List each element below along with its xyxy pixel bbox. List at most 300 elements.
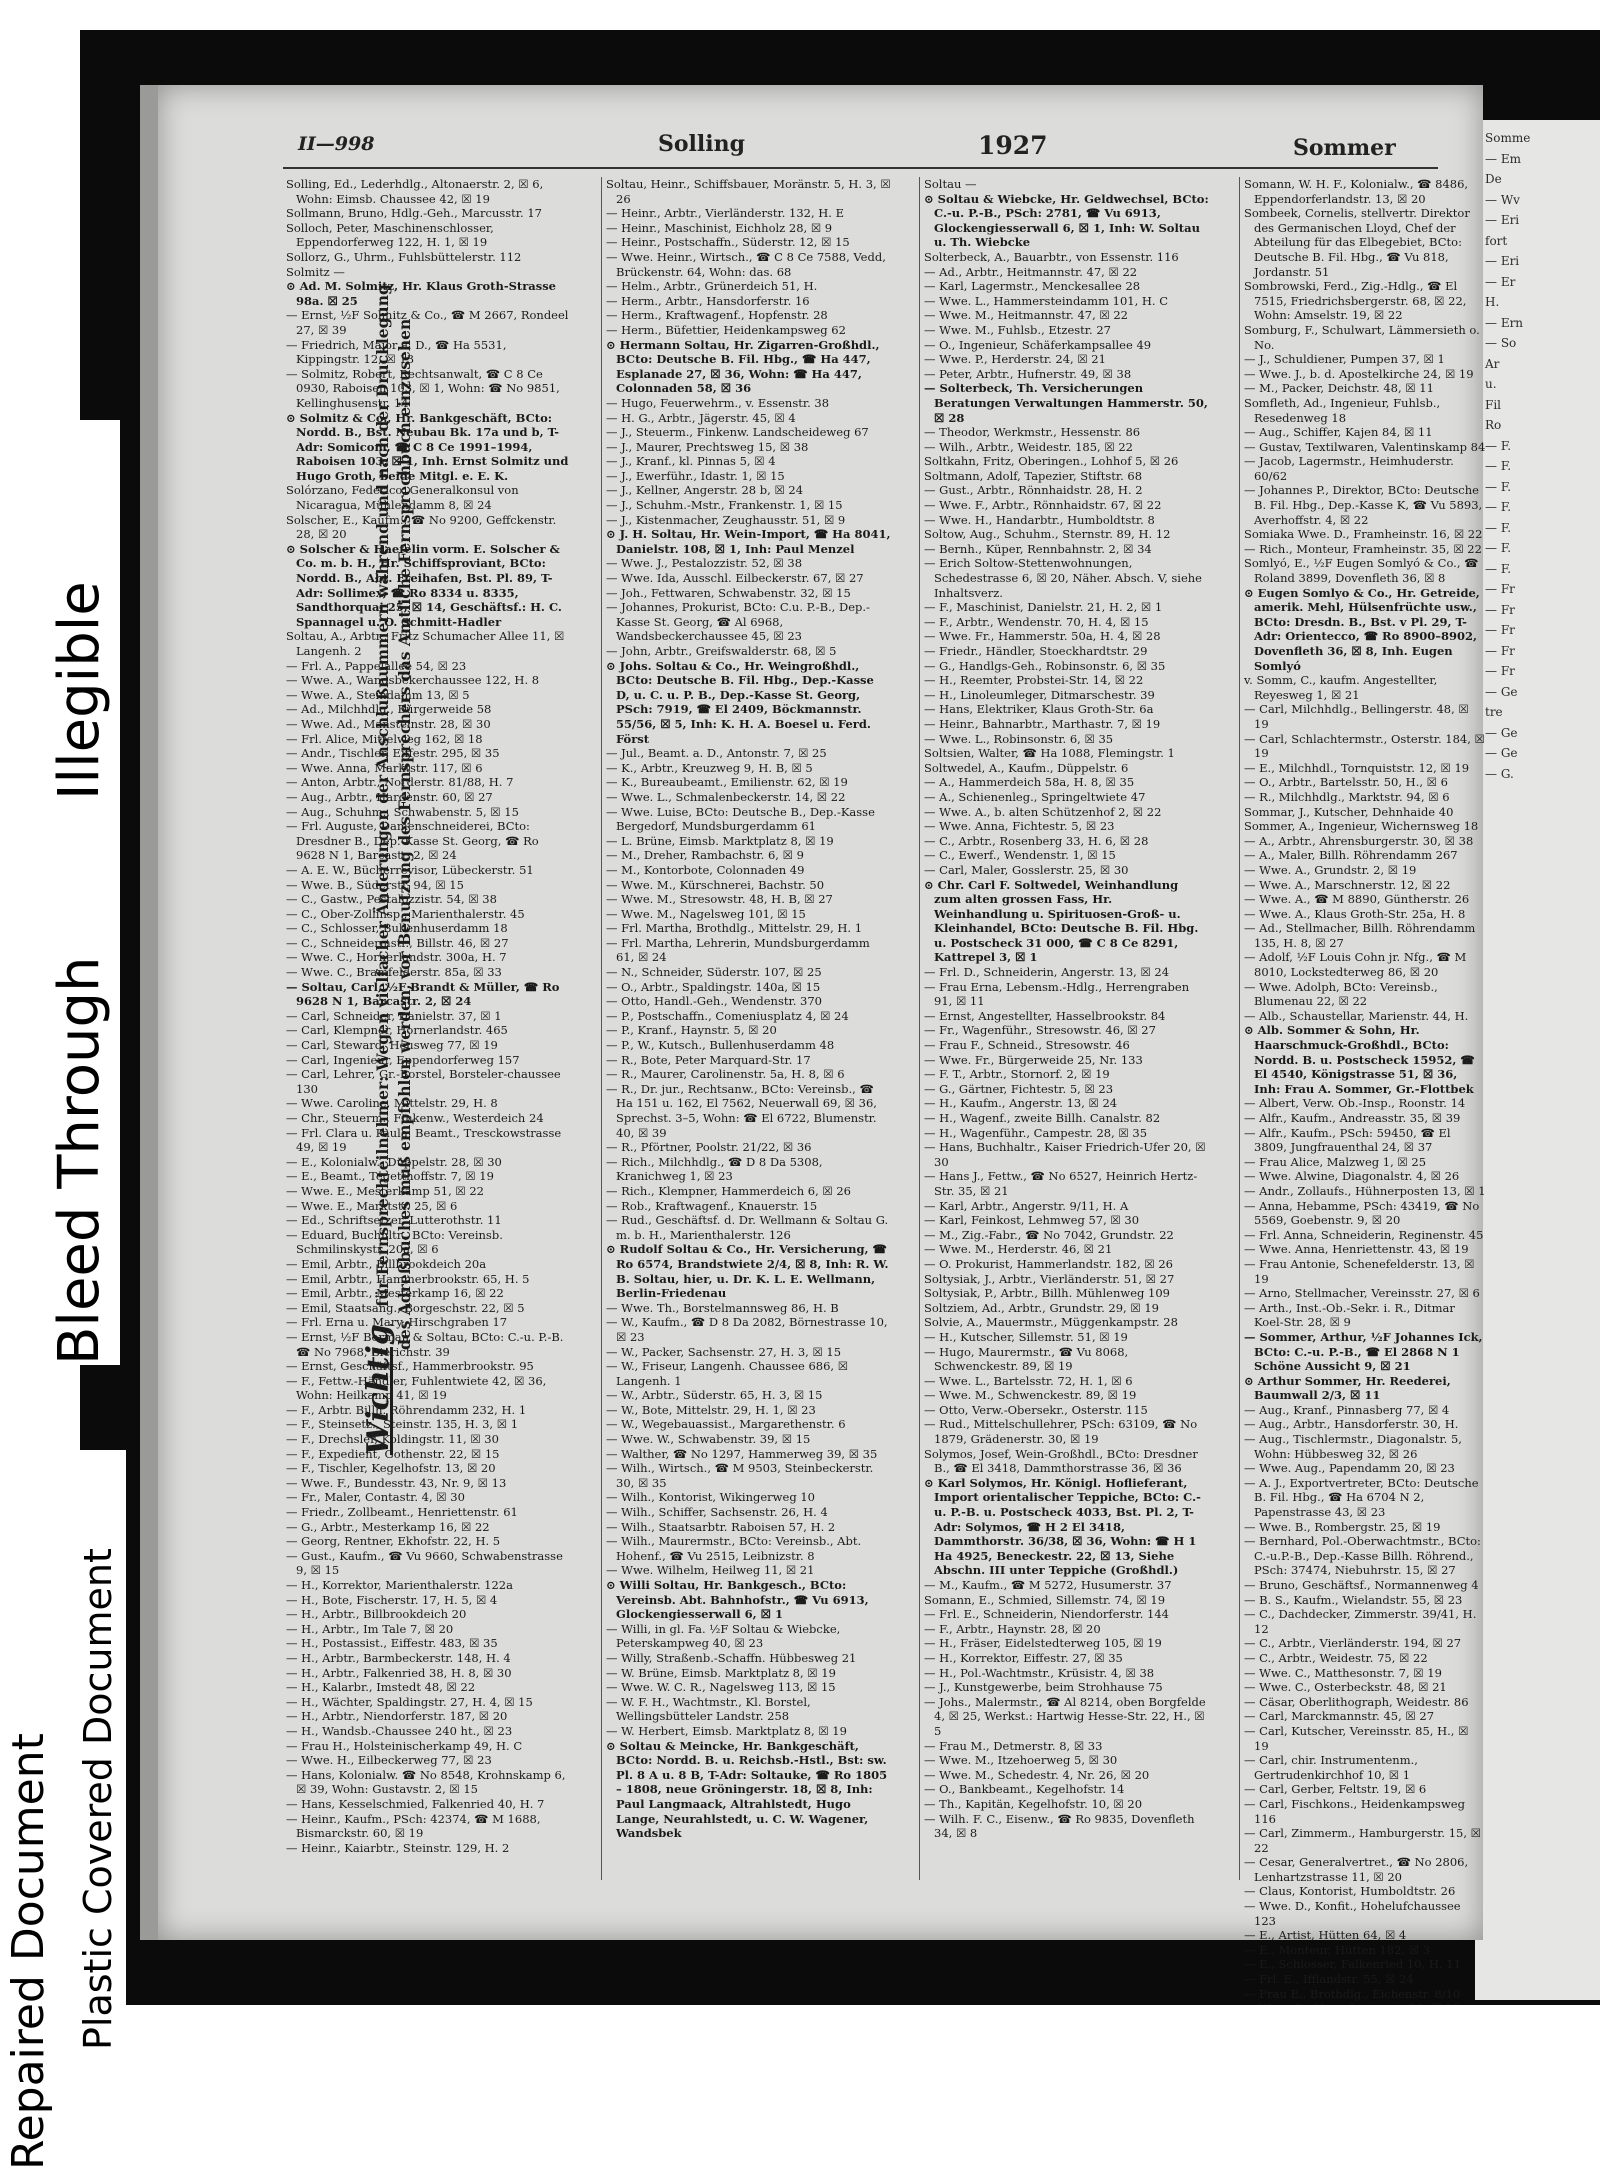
directory-entry: — Theodor, Werkmstr., Hessenstr. 86: [924, 425, 1141, 440]
directory-entry: — H., Kutscher, Sillemstr. 51, ☒ 19: [924, 1329, 1128, 1344]
directory-entry: — C., Ewerf., Wendenstr. 1, ☒ 15: [924, 848, 1116, 863]
next-page-line: — Ge: [1485, 684, 1518, 699]
directory-entry: — G., Handlgs-Geh., Robinsonstr. 6, ☒ 35: [924, 658, 1166, 673]
directory-entry: — Wwe. A., Marschnerstr. 12, ☒ 22: [1244, 877, 1451, 892]
directory-entry: — W. F. H., Wachtmstr., Kl. Borstel, Wellingsbütteler Landstr. 258: [606, 1694, 811, 1724]
directory-entry: — Frl. D., Schneiderin, Angerstr. 13, ☒ 24: [924, 965, 1170, 980]
directory-entry: — Johannes P., Direktor, BCto: Deutsche B. Fil. Hbg., Dep.-Kasse K, ☎ Vu 5893, Averhoffstr. 4, ☒ 22: [1244, 483, 1483, 527]
directory-entry: — Alb., Schaustellar, Marienstr. 44, H.: [1244, 1008, 1469, 1023]
next-page-edge: [1475, 120, 1600, 2000]
directory-entry: — Wwe. F., Bundesstr. 43, Nr. 9, ☒ 13: [286, 1475, 507, 1490]
directory-entry: — Gust., Kaufm., ☎ Vu 9660, Schwabenstrasse 9, ☒ 15: [286, 1548, 563, 1578]
directory-entry: — F., Steinsetz., Steinstr. 135, H. 3, ☒ 1: [286, 1417, 519, 1432]
directory-entry: — M., Kaufm., ☎ M 5272, Husumerstr. 37: [924, 1578, 1172, 1592]
directory-entry: — J., Schuldiener, Pumpen 37, ☒ 1: [1244, 352, 1445, 367]
directory-entry: — N., Schneider, Süderstr. 107, ☒ 25: [606, 965, 822, 980]
directory-entry: Solling, Ed., Lederhdlg., Altonaerstr. 2, ☒ 6, Wohn: Eimsb. Chaussee 42, ☒ 19: [286, 177, 544, 206]
directory-entry: Somann, E., Schmied, Sillemstr. 74, ☒ 19: [924, 1592, 1166, 1607]
directory-entry: — Rich., Milchhdlg., ☎ D 8 Da 5308, Kranichweg 1, ☒ 23: [606, 1154, 823, 1184]
directory-entry: Solymos, Josef, Wein-Großhdl., BCto: Dresdner B., ☎ El 3418, Dammthorstrasse 36, ☒ 36: [924, 1446, 1198, 1476]
directory-entry: — Rud., Geschäftsf. d. Dr. Wellmann & Soltau G. m. b. H., Marienthalerstr. 126: [606, 1213, 889, 1242]
directory-entry: — Alfr., Kaufm., Andreasstr. 35, ☒ 39: [1244, 1111, 1461, 1125]
next-page-line: Ar: [1485, 356, 1500, 371]
directory-entry: — F., Expedient, Gothenstr. 22, ☒ 15: [286, 1446, 500, 1461]
directory-entry: — Wwe. B., Rombergstr. 25, ☒ 19: [1244, 1519, 1441, 1534]
directory-entry: — A., Arbtr., Ahrensburgerstr. 30, ☒ 38: [1244, 833, 1474, 848]
directory-entry: — Wwe. A., Grundstr. 2, ☒ 19: [1244, 862, 1417, 877]
next-page-line: — Fr: [1485, 643, 1515, 658]
directory-entry: — J., Kellner, Angerstr. 28 b, ☒ 24: [606, 483, 804, 498]
directory-entry: — Walther, ☎ No 1297, Hammerweg 39, ☒ 35: [606, 1446, 878, 1461]
directory-entry: — Frau F., Schneid., Stresowstr. 46: [924, 1038, 1130, 1053]
next-page-line: tre: [1485, 705, 1503, 719]
directory-entry: — Ed., Schriftsetzer, Lutterothstr. 11: [286, 1213, 502, 1228]
next-page-line: Ro: [1485, 418, 1502, 432]
directory-entry: ⊙ Alb. Sommer & Sohn, Hr. Haarschmuck-Großhdl., BCto: Nordd. B. u. Postscheck 15952, ☎ El 4540, Königstrasse 51, ☒ 36, Inh: Frau A. Sommer, Gr.-Flottbek: [1244, 1023, 1475, 1096]
directory-entry: Somfleth, Ad., Ingenieur, Fuhlsb., Resedenweg 18: [1244, 395, 1441, 425]
directory-entry: — J., Steuerm., Finkenw. Landscheideweg 67: [606, 425, 869, 440]
next-page-line: — F.: [1485, 561, 1512, 576]
directory-entry: — Frl. E., Schneiderin, Niendorferstr. 144: [924, 1607, 1169, 1622]
directory-entry: — Erich Soltow-Stettenwohnungen, Schedestrasse 6, ☒ 20, Näher. Absch. V, siehe Inhaltsverz.: [924, 556, 1202, 600]
directory-entry: — Frau M., Detmerstr. 8, ☒ 33: [924, 1738, 1103, 1753]
directory-entry: Soltsien, Walter, ☎ Ha 1088, Flemingstr. 1: [924, 746, 1175, 761]
page-number: II—998: [298, 133, 375, 155]
directory-entry: — Wwe. Anna, Marktstr. 117, ☒ 6: [286, 760, 483, 775]
directory-entry: — Emil, Arbtr., Mesterkamp 16, ☒ 22: [286, 1286, 504, 1301]
directory-entry: — C., Dachdecker, Zimmerstr. 39/41, H. 12: [1244, 1607, 1477, 1636]
vertical-notice: [361, 35, 416, 1455]
directory-entry: — O., Bankbeamt., Kegelhofstr. 14: [924, 1782, 1125, 1797]
directory-entry: Somburg, F., Schulwart, Lämmersieth o. No.: [1244, 322, 1480, 352]
directory-entry: — Peter, Arbtr., Hufnerstr. 49, ☒ 38: [924, 366, 1132, 381]
directory-entry: ⊙ Rudolf Soltau & Co., Hr. Versicherung, ☎ Ro 6574, Brandstwiete 2/4, ☒ 8, Inh: R. W. B. Soltau, hier, u. Dr. K. L. E. Wellmann, Berlin-Friedenau: [606, 1242, 889, 1301]
directory-entry: — Th., Kapitän, Kegelhofstr. 10, ☒ 20: [924, 1796, 1143, 1811]
directory-entry: — H., Linoleumleger, Ditmarschestr. 39: [924, 687, 1155, 702]
next-page-line: — Fr: [1485, 602, 1515, 617]
next-page-line: — Wv: [1485, 192, 1520, 207]
directory-entry: — Carl, Marckmannstr. 45, ☒ 27: [1244, 1709, 1435, 1724]
directory-entry: — W. Herbert, Eimsb. Marktplatz 8, ☒ 19: [606, 1723, 847, 1738]
header-year: 1927: [978, 131, 1048, 160]
directory-entry: — A., Schienenleg., Springeltwiete 47: [924, 789, 1146, 804]
next-page-line: — Er: [1485, 274, 1516, 289]
directory-entry: — W., Packer, Sachsenstr. 27, H. 3, ☒ 15: [606, 1344, 842, 1359]
directory-entry: — Arno, Stellmacher, Vereinsstr. 27, ☒ 6: [1244, 1286, 1480, 1301]
directory-entry: — O., Arbtr., Spaldingstr. 140a, ☒ 15: [606, 979, 821, 994]
directory-entry: — G., Arbtr., Mesterkamp 16, ☒ 22: [286, 1519, 490, 1534]
directory-entry: — Aug., Tischlermstr., Diagonalstr. 5, Wohn: Hübbesweg 32, ☒ 26: [1244, 1432, 1462, 1461]
directory-entry: — Fr., Maler, Contastr. 4, ☒ 30: [286, 1490, 465, 1505]
column-divider: [601, 177, 602, 1880]
directory-entry: — Carl, Milchhdlg., Bellingerstr. 48, ☒ 19: [1244, 702, 1469, 731]
directory-entry: — Rich., Klempner, Hammerdeich 6, ☒ 26: [606, 1183, 851, 1198]
directory-entry: — Frl. Martha, Brothdlg., Mittelstr. 29, H. 1: [606, 921, 863, 936]
directory-entry: Sombrowski, Ferd., Zig.-Hdlg., ☎ El 7515, Friedrichsbergerstr. 68, ☒ 22, Wohn: Amselstr. 19, ☒ 22: [1244, 279, 1467, 323]
next-page-line: — F.: [1485, 520, 1512, 535]
directory-entry: — Ernst, Angestellter, Hasselbrookstr. 84: [924, 1008, 1166, 1023]
directory-entry: — Otto, Handl.-Geh., Wendenstr. 370: [606, 994, 822, 1009]
column-4: [1244, 177, 1486, 2001]
directory-entry: — C., Schneidermstr., Billstr. 46, ☒ 27: [286, 935, 509, 950]
directory-entry: — Friedr., Zollbeamt., Henriettenstr. 61: [286, 1505, 518, 1520]
directory-entry: — Ad., Stellmacher, Billh. Röhrendamm 135, H. 8, ☒ 27: [1244, 921, 1476, 950]
directory-entry: — Carl, Klempner, Hornerlandstr. 465: [286, 1023, 508, 1038]
directory-entry: Soltau, Heinr., Schiffsbauer, Moränstr. 5, H. 3, ☒ 26: [606, 177, 891, 206]
directory-entry: — Wwe. Aug., Papendamm 20, ☒ 23: [1244, 1461, 1455, 1476]
directory-entry: — Ernst, ½F Solmitz & Co., ☎ M 2667, Rondeel 27, ☒ 39: [286, 308, 569, 337]
directory-entry: — Gust., Arbtr., Rönnhaidstr. 28, H. 2: [924, 483, 1143, 498]
directory-entry: — E., Monteur, Hütten 182, ☒ 3: [1244, 1942, 1431, 1957]
directory-entry: — H., Wagenf., zweite Billh. Canalstr. 82: [924, 1111, 1161, 1125]
directory-entry: Solórzano, Federico, Generalkonsul von Nicaragua, Mühlendamm 8, ☒ 24: [286, 483, 519, 513]
directory-entry: — O. Prokurist, Hammerlandstr. 182, ☒ 26: [924, 1256, 1173, 1271]
directory-entry: ⊙ Eugen Somlyo & Co., Hr. Getreide, amerik. Mehl, Hülsenfrüchte usw., BCto: Dresdn. B., Bst. v Pl. 29, T-Adr: Orientecco, ☎ Ro 8900–8902, Dovenfleth 36, ☒ 8, Inh. Eugen Somlyó: [1244, 585, 1480, 673]
next-page-line: H.: [1485, 295, 1500, 309]
directory-entry: — Rud., Mittelschullehrer, PSch: 63109, ☎ No 1879, Grädenerstr. 30, ☒ 19: [924, 1417, 1198, 1447]
directory-entry: ⊙ Soltau & Meincke, Hr. Bankgeschäft, BCto: Nordd. B. u. Reichsb.-Hstl., Bst: sw. Pl. 8 A u. 8 B, T-Adr: Soltauke, ☎ Ro 1805 – 1808, neue Gröningerstr. 18, ☒ 8, Inh: Paul Langmaack, Altrahlstedt, Hugo Lange, Neurahlstedt, u. C. W. Wagener, Wandsbek: [606, 1738, 888, 1841]
directory-entry: — Aug., Kranf., Pinnasberg 77, ☒ 4: [1244, 1402, 1450, 1417]
directory-entry: — Karl, Lagermstr., Menckesallee 28: [924, 279, 1141, 294]
directory-entry: — J., Ewerführ., Idastr. 1, ☒ 15: [606, 468, 785, 483]
directory-entry: — C., Arbtr., Rosenberg 33, H. 6, ☒ 28: [924, 833, 1149, 848]
directory-entry: Somiaka Wwe. D., Framheinstr. 16, ☒ 22: [1244, 527, 1483, 542]
directory-entry: — F., Drechsler, Koldingstr. 11, ☒ 30: [286, 1432, 499, 1447]
directory-entry: — Bernh., Küper, Rennbahnstr. 2, ☒ 34: [924, 541, 1152, 556]
directory-entry: — Carl, Maler, Gosslerstr. 25, ☒ 30: [924, 862, 1129, 877]
directory-entry: — Wwe. Fr., Bürgerweide 25, Nr. 133: [924, 1052, 1143, 1067]
directory-entry: — Frl. Alice, Mittelweg 162, ☒ 18: [286, 731, 483, 746]
directory-entry: — Wwe. M., Heitmannstr. 47, ☒ 22: [924, 308, 1128, 323]
directory-entry: — G., Gärtner, Fichtestr. 5, ☒ 23: [924, 1081, 1114, 1096]
directory-entry: — F., Arbtr., Haynstr. 28, ☒ 20: [924, 1621, 1101, 1636]
page-header: [288, 125, 1443, 165]
directory-entry: — Herm., Kraftwagenf., Hopfenstr. 28: [606, 308, 828, 323]
directory-entry: — Heinr., Arbtr., Vierländerstr. 132, H. E: [606, 206, 845, 221]
directory-entry: — R., Maurer, Carolinenstr. 5a, H. 8, ☒ 6: [606, 1067, 845, 1082]
directory-entry: — Wwe. L., Robinsonstr. 6, ☒ 35: [924, 731, 1114, 746]
bleed-banner: Bleed Through: [40, 615, 120, 1365]
directory-entry: — Wwe. Alwine, Diagonalstr. 4, ☒ 26: [1244, 1169, 1460, 1184]
directory-entry: — Wwe. D., Konfit., Hohelufchaussee 123: [1244, 1899, 1461, 1928]
directory-entry: — W., Wegebauassist., Margarethenstr. 6: [606, 1417, 846, 1432]
directory-entry: — Wwe. A., Klaus Groth-Str. 25a, H. 8: [1244, 906, 1466, 921]
directory-entry: — Frau Alice, Malzweg 1, ☒ 25: [1244, 1154, 1427, 1169]
directory-entry: — Frl. Clara u. Paula, Beamt., Tresckowstrasse 49, ☒ 19: [286, 1125, 562, 1155]
directory-entry: — Andr., Zollaufs., Hühnerposten 13, ☒ 1: [1244, 1183, 1486, 1198]
directory-entry: — Arth., Inst.-Ob.-Sekr. i. R., Ditmar Koel-Str. 28, ☒ 9: [1244, 1300, 1455, 1330]
directory-entry: — Johs., Malermstr., ☎ Al 8214, oben Borgfelde 4, ☒ 25, Werkst.: Hartwig Hesse-Str. 22, H., ☒ 5: [924, 1694, 1206, 1738]
directory-entry: — C., Arbtr., Vierländerstr. 194, ☒ 27: [1244, 1636, 1462, 1651]
directory-entry: — Jul., Beamt. a. D., Antonstr. 7, ☒ 25: [606, 746, 827, 761]
directory-entry: — Carl, Ingenieur, Eppendorferweg 157: [286, 1052, 520, 1067]
directory-entry: — F. T., Arbtr., Stornorf. 2, ☒ 19: [924, 1067, 1110, 1082]
directory-entry: — Heinr., Kaufm., PSch: 42374, ☎ M 1688, Bismarckstr. 60, ☒ 19: [286, 1811, 541, 1841]
directory-entry: — H., Bote, Fischerstr. 17, H. 5, ☒ 4: [286, 1592, 498, 1607]
directory-entry: — Wwe. Caroline, Mittelstr. 29, H. 8: [286, 1096, 498, 1111]
directory-entry: — Frau H., Holsteinischerkamp 49, H. C: [286, 1738, 523, 1753]
directory-entry: — B. S., Kaufm., Wielandstr. 55, ☒ 23: [1244, 1592, 1463, 1607]
directory-entry: Solloch, Peter, Maschinenschlosser, Eppendorferweg 122, H. 1, ☒ 19: [286, 220, 494, 250]
directory-entry: — Carl, Gerber, Feltstr. 19, ☒ 6: [1244, 1782, 1427, 1797]
directory-entry: — R., Milchhdlg., Marktstr. 94, ☒ 6: [1244, 789, 1450, 804]
directory-entry: — H., Arbtr., Im Tale 7, ☒ 20: [286, 1621, 454, 1636]
directory-entry: — Frl. Anna, Schneiderin, Reginenstr. 45: [1244, 1227, 1484, 1242]
directory-entry: ⊙ Chr. Carl F. Soltwedel, Weinhandlung zum alten grossen Fass, Hr. Weinhandlung u. Spirituosen-Groß- u. Kleinhandel, BCto: Deutsche B. Fil. Hbg. u. Postscheck 31 000, ☎ C 8 Ce 8291, Kattrepel 3, ☒ 1: [924, 877, 1199, 965]
directory-entry: — Aug., Schuhm., Schwabenstr. 5, ☒ 15: [286, 804, 519, 819]
directory-entry: Soltmann, Adolf, Tapezier, Stiftstr. 68: [924, 468, 1143, 483]
directory-entry: — H., Wächter, Spaldingstr. 27, H. 4, ☒ 15: [286, 1694, 533, 1709]
directory-entry: Sollmann, Bruno, Hdlg.-Geh., Marcusstr. 17: [286, 206, 542, 221]
directory-entry: — Heinr., Kaiarbtr., Steinstr. 129, H. 2: [286, 1840, 510, 1855]
directory-entry: — Wwe. Heinr., Wirtsch., ☎ C 8 Ce 7588, Vedd, Brückenstr. 64, Wohn: das. 68: [606, 249, 886, 279]
directory-entry: — Carl, Kutscher, Vereinsstr. 85, H., ☒ 19: [1244, 1723, 1469, 1753]
directory-entry: ⊙ Ad. M. Solmitz, Hr. Klaus Groth-Strasse 98a. ☒ 25: [286, 279, 556, 308]
next-page-line: — Em: [1485, 151, 1521, 166]
directory-entry: — W., Arbtr., Süderstr. 65, H. 3, ☒ 15: [606, 1388, 823, 1403]
directory-entry: — Hugo, Maurermstr., ☎ Vu 8068, Schwenckestr. 89, ☒ 19: [924, 1344, 1129, 1374]
directory-entry: — Jacob, Lagermstr., Heimhuderstr. 60/62: [1244, 454, 1454, 483]
directory-entry: — Solterbeck, Th. Versicherungen Beratungen Verwaltungen Hammerstr. 50, ☒ 28: [924, 381, 1208, 425]
directory-entry: v. Somm, C., kaufm. Angestellter, Reyesweg 1, ☒ 21: [1244, 673, 1438, 702]
directory-entry: Solterbeck, A., Bauarbtr., von Essenstr. 116: [924, 249, 1179, 264]
directory-entry: — W. Brüne, Eimsb. Marktplatz 8, ☒ 19: [606, 1665, 836, 1680]
directory-entry: — Wwe. M., Kürschnerei, Bachstr. 50: [606, 877, 825, 892]
directory-entry: — Frau Erna, Lebensm.-Hdlg., Herrengraben 91, ☒ 11: [924, 979, 1190, 1009]
directory-entry: — H., Wandsb.-Chaussee 240 ht., ☒ 23: [286, 1723, 513, 1738]
directory-entry: — Chr., Steuerm., Finkenw., Westerdeich 24: [286, 1111, 544, 1125]
directory-entry: Somlyó, E., ½F Eugen Somlyó & Co., ☎ Roland 3899, Dovenfleth 36, ☒ 8: [1244, 556, 1479, 586]
directory-entry: — H., Arbtr., Falkenried 38, H. 8, ☒ 30: [286, 1665, 512, 1680]
notice-line-2: des Adreßbuches muß empfohlen werden, vor Benutzung des Fernsprechers das Amtliche Fernsprechbuch einzusehen: [395, 318, 414, 1350]
directory-entry: — K., Arbtr., Kreuzweg 9, H. B, ☒ 5: [606, 760, 813, 775]
directory-entry: — M., Zig.-Fabr., ☎ No 7042, Grundstr. 22: [924, 1227, 1174, 1242]
directory-entry: — Ad., Milchhdlg., Bürgerweide 58: [286, 702, 492, 717]
next-page-line: u.: [1485, 377, 1497, 391]
header-rule: [283, 167, 1438, 169]
directory-entry: — H., Arbtr., Barmbeckerstr. 148, H. 4: [286, 1650, 511, 1665]
next-page-line: — Ern: [1485, 315, 1524, 330]
directory-entry: — Rob., Kraftwagenf., Knauerstr. 15: [606, 1198, 818, 1213]
directory-entry: — Fr., Wagenführ., Stresowstr. 46, ☒ 27: [924, 1023, 1156, 1038]
directory-entry: — Wwe. E., Marktstr. 25, ☒ 6: [286, 1198, 458, 1213]
directory-entry: — F., Arbtr. Billh. Röhrendamm 232, H. 1: [286, 1402, 527, 1417]
next-page-line: — So: [1485, 336, 1517, 350]
directory-entry: — Cesar, Generalvertret., ☎ No 2806, Lenhartzstrasse 11, ☒ 20: [1244, 1855, 1469, 1884]
margin-bottom: [0, 2005, 1600, 2177]
directory-entry: — Wilh. F. C., Eisenw., ☎ Ro 9835, Dovenfleth 34, ☒ 8: [924, 1811, 1195, 1841]
header-keyword-right: Sommer: [1293, 135, 1396, 161]
directory-entry: — H., Kalarbr., Imstedt 48, ☒ 22: [286, 1680, 476, 1695]
column-3: [924, 177, 1209, 1900]
directory-entry: — Wwe. L., Hammersteindamm 101, H. C: [924, 293, 1169, 308]
directory-entry: — Helm., Arbtr., Grünerdeich 51, H.: [606, 279, 818, 294]
directory-entry: — Bruno, Geschäftsf., Normannenweg 4: [1244, 1578, 1479, 1592]
directory-entry: — Frl. E., Ifflandstr. 55, ☒ 24: [1244, 1972, 1414, 1987]
directory-entry: — Soltau, Carl, ½F Brandt & Müller, ☎ Ro 9628 N 1, Barcastr. 2, ☒ 24: [286, 979, 560, 1009]
directory-entry: — Johannes, Prokurist, BCto: C.u. P.-B., Dep.-Kasse St. Georg, ☎ Al 6968, Wandsbeckerchaussee 45, ☒ 23: [606, 600, 870, 644]
directory-entry: — Ad., Arbtr., Heitmannstr. 47, ☒ 22: [924, 264, 1138, 279]
directory-entry: — Wwe. W., Schwabenstr. 39, ☒ 15: [606, 1432, 811, 1447]
next-page-line: fort: [1485, 233, 1508, 248]
next-page-text: [1475, 120, 1600, 784]
directory-entry: — Wwe. P., Herderstr. 24, ☒ 21: [924, 352, 1106, 367]
directory-entry: — Carl, chir. Instrumentenm., Gertrudenkirchhof 10, ☒ 1: [1244, 1753, 1418, 1782]
directory-entry: — Frl. Martha, Lehrerin, Mundsburgerdamm 61, ☒ 24: [606, 935, 870, 965]
directory-entry: — Aug., Arbtr., Hardenstr. 60, ☒ 27: [286, 789, 493, 804]
directory-entry: — C., Ober-Zollinsp., Marienthalerstr. 45: [286, 906, 525, 921]
directory-entry: — O., Ingenieur, Schäferkampsallee 49: [924, 337, 1152, 352]
next-page-line: — F.: [1485, 500, 1512, 514]
directory-page: [140, 85, 1486, 2001]
directory-entry: — H., Reemter, Probstei-Str. 14, ☒ 22: [924, 673, 1144, 688]
directory-entry: — Ernst, ½F Berman & Soltau, BCto: C.-u. P.-B. ☎ No 7968, Bierichstr. 39: [286, 1329, 564, 1359]
directory-entry: Solmitz —: [286, 264, 345, 279]
directory-entry: — Wwe. Th., Borstelmannsweg 86, H. B: [606, 1300, 839, 1315]
directory-entry: — Wwe. Anna, Henriettenstr. 43, ☒ 19: [1244, 1242, 1469, 1257]
directory-entry: — A., Maler, Billh. Röhrendamm 267: [1244, 848, 1458, 863]
directory-entry: — Wilh., Kontorist, Wikingerweg 10: [606, 1490, 815, 1505]
directory-entry: ⊙ Arthur Sommer, Hr. Reederei, Baumwall 2/3, ☒ 11: [1244, 1373, 1451, 1403]
directory-entry: Soltau, A., Arbtr., Fritz Schumacher Allee 11, ☒ Langenh. 2: [286, 629, 565, 658]
directory-entry: — J., Kunstgewerbe, beim Strohhause 75: [924, 1680, 1163, 1695]
directory-entry: — Wwe. J., b. d. Apostelkirche 24, ☒ 19: [1244, 366, 1474, 381]
directory-entry: — H., Arbtr., Niendorferstr. 187, ☒ 20: [286, 1709, 508, 1724]
directory-entry: — Hans, Elektriker, Klaus Groth-Str. 6a: [924, 702, 1154, 717]
directory-entry: — Adolf, ½F Louis Cohn jr. Nfg., ☎ M 8010, Lockstedterweg 86, ☒ 20: [1244, 950, 1467, 980]
directory-entry: — Wwe. M., Schedestr. 4, Nr. 26, ☒ 20: [924, 1767, 1150, 1782]
directory-entry: — W., Friseur, Langenh. Chaussee 686, ☒ Langenh. 1: [606, 1359, 849, 1388]
directory-entry: — H., Wagenführ., Campestr. 28, ☒ 35: [924, 1125, 1148, 1140]
directory-entry: ⊙ Soltau & Wiebcke, Hr. Geldwechsel, BCto: C.-u. P.-B., PSch: 2781, ☎ Vu 6913, Glockengiesserwall 6, ☒ 1, Inh: W. Soltau u. Th. Wiebcke: [924, 191, 1209, 250]
directory-entry: — J., Maurer, Prechtsweg 15, ☒ 38: [606, 439, 809, 454]
directory-entry: — Herm., Büfettier, Heidenkampsweg 62: [606, 322, 846, 337]
plastic-banner: Plastic Covered Document: [70, 1450, 126, 2050]
directory-entry: Sollorz, G., Uhrm., Fuhlsbüttelerstr. 112: [286, 249, 522, 264]
directory-entry: — Wwe. A., Wandsbekerchaussee 122, H. 8: [286, 673, 540, 688]
directory-entry: — E., Schlosser, Falkenried 10, H. 11: [1244, 1957, 1461, 1972]
directory-entry: — P., Kranf., Haynstr. 5, ☒ 20: [606, 1023, 777, 1038]
directory-entry: Sombeek, Cornelis, stellvertr. Direktor des Germanischen Lloyd, Chef der Abteilung für das Elbegebiet, BCto: Deutsche B. Fil. Hbg., ☎ Vu 818, Jordanstr. 51: [1244, 206, 1470, 279]
directory-entry: — C., Schlosser, Bullenhuserdamm 18: [286, 921, 508, 936]
directory-entry: — Emil, Staatsang., Borgeschstr. 22, ☒ 5: [286, 1300, 525, 1315]
directory-entry: — Hans, Kesselschmied, Falkenried 40, H. 7: [286, 1796, 545, 1811]
directory-entry: — Wilh., Arbtr., Weidestr. 185, ☒ 22: [924, 439, 1133, 454]
directory-entry: — Albert, Verw. Ob.-Insp., Roonstr. 14: [1244, 1096, 1466, 1111]
directory-entry: — Emil, Arbtr., Hammerbrookstr. 65, H. 5: [286, 1271, 530, 1286]
directory-entry: — Wwe. M., Stresowstr. 48, H. B, ☒ 27: [606, 892, 833, 907]
directory-entry: Sommer, A., Ingenieur, Wichernsweg 18: [1244, 819, 1479, 834]
directory-entry: — F., Tischler, Kegelhofstr. 13, ☒ 20: [286, 1461, 496, 1476]
directory-entry: — F., Fettw.-Händler, Fuhlentwiete 42, ☒ 36, Wohn: Heilkamp 41, ☒ 19: [286, 1373, 547, 1403]
directory-entry: — Anton, Arbtr., Norderstr. 81/88, H. 7: [286, 775, 514, 790]
directory-entry: — R., Pförtner, Poolstr. 21/22, ☒ 36: [606, 1140, 812, 1155]
next-page-line: — F.: [1485, 438, 1512, 453]
directory-entry: — A. J., Exportvertreter, BCto: Deutsche B. Fil. Hbg., ☎ Ha 6704 N 2, Papenstrasse 43, ☒ 23: [1244, 1475, 1479, 1520]
next-page-line: — F.: [1485, 459, 1512, 473]
directory-entry: — Joh., Fettwaren, Schwabenstr. 32, ☒ 15: [606, 585, 851, 600]
directory-entry: — W., Bote, Mittelstr. 29, H. 1, ☒ 23: [606, 1402, 816, 1417]
column-divider: [1239, 177, 1240, 1880]
directory-entry: — Carl, Lehrer, Gr.-Borstel, Borsteler-chaussee 130: [286, 1067, 561, 1096]
next-page-line: — F.: [1485, 541, 1512, 555]
directory-entry: — J., Kistenmacher, Zeughausstr. 51, ☒ 9: [606, 512, 846, 527]
directory-entry: Somann, W. H. F., Kolonialw., ☎ 8486, Eppendorferlandstr. 13, ☒ 20: [1244, 177, 1469, 206]
directory-entry: — J., Kranf., kl. Pinnas 5, ☒ 4: [606, 454, 776, 469]
directory-entry: — H., Pol.-Wachtmstr., Krüsistr. 4, ☒ 38: [924, 1665, 1155, 1680]
directory-entry: — Wilh., Staatsarbtr. Raboisen 57, H. 2: [606, 1519, 836, 1534]
directory-entry: — Wilh., Maurermstr., BCto: Vereinsb., Abt. Hohenf., ☎ Vu 2515, Leibnizstr. 8: [606, 1534, 862, 1563]
directory-entry: — Eduard, Buchhltr., BCto: Vereinsb. Schmilinskystr. 20a, ☒ 6: [286, 1227, 503, 1257]
column-2: [606, 177, 891, 1900]
directory-entry: — Friedrich, Major a. D., ☎ Ha 5531, Kippingstr. 12, ☒ 13: [286, 337, 507, 367]
directory-entry: — Aug., Schiffer, Kajen 84, ☒ 11: [1244, 425, 1433, 440]
directory-entry: ⊙ Solscher & Haefelin vorm. E. Solscher & Co. m. b. H., Hr. Schiffsproviant, BCto: Nordd. B., Abt. Freihafen, Bst. Pl. 89, T-Adr: Sollimex, ☎ Ro 8334 u. 8335, Sandthorquai 25, ☒ 14, Geschäftsf.: H. C. Spannagel u. O. Schmitt-Hadler: [286, 541, 562, 629]
directory-entry: — Solmitz, Robert, Rechtsanwalt, ☎ C 8 Ce 0930, Raboisen 103, ☒ 1, Wohn: ☎ No 9851, Kellinghusenstr. 14: [286, 366, 560, 410]
directory-entry: — Wwe. A., b. alten Schützenhof 2, ☒ 22: [924, 804, 1162, 819]
directory-entry: — Wwe. C., Osterbeckstr. 48, ☒ 21: [1244, 1680, 1447, 1695]
repaired-banner: Repaired Document: [0, 1470, 58, 2170]
directory-entry: — Hans, Buchhaltr., Kaiser Friedrich-Ufer 20, ☒ 30: [924, 1140, 1206, 1169]
directory-entry: — Wwe. Fr., Hammerstr. 50a, H. 4, ☒ 28: [924, 629, 1161, 644]
directory-entry: — C., Arbtr., Weidestr. 75, ☒ 22: [1244, 1650, 1428, 1665]
next-page-line: — Fr: [1485, 664, 1515, 678]
next-page-line: Somme: [1485, 131, 1531, 145]
directory-entry: — E., Milchhdl., Tornquiststr. 12, ☒ 19: [1244, 760, 1470, 775]
directory-entry: — M., Kontorbote, Colonnaden 49: [606, 862, 805, 877]
directory-entry: — M., Packer, Deichstr. 48, ☒ 11: [1244, 381, 1434, 396]
directory-entry: — John, Arbtr., Greifswalderstr. 68, ☒ 5: [606, 644, 837, 658]
directory-entry: — Wwe. M., Nagelsweg 101, ☒ 15: [606, 906, 806, 921]
directory-entry: — Wwe. Anna, Fichtestr. 5, ☒ 23: [924, 819, 1115, 834]
directory-entry: — M., Dreher, Rambachstr. 6, ☒ 9: [606, 848, 804, 863]
directory-entry: — Frau E., Brothdlg., Eichenstr. 8/10: [1244, 1986, 1461, 2001]
directory-entry: — Wwe. W. C. R., Nagelsweg 113, ☒ 15: [606, 1680, 836, 1695]
directory-entry: — H., Fräser, Eidelstedterweg 105, ☒ 19: [924, 1636, 1162, 1651]
next-page-line: — Fr: [1485, 623, 1515, 637]
directory-entry: — Wwe. M., Herderstr. 46, ☒ 21: [924, 1242, 1113, 1257]
directory-entry: — C., Gastw., Pestalozzistr. 54, ☒ 38: [286, 892, 497, 907]
directory-entry: — Karl, Feinkost, Lehmweg 57, ☒ 30: [924, 1213, 1140, 1228]
directory-entry: — Wwe. F., Arbtr., Rönnhaidstr. 67, ☒ 22: [924, 498, 1162, 513]
directory-entry: — Bernhard, Pol.-Oberwachtmstr., BCto: C.-u.P.-B., Dep.-Kasse Billh. Röhrend., PSch: 37474, Niebuhrstr. 15, ☒ 27: [1244, 1534, 1481, 1578]
directory-entry: Soltziem, Ad., Arbtr., Grundstr. 29, ☒ 19: [924, 1300, 1159, 1315]
directory-entry: — A. E. W., Bücherrevisor, Lübeckerstr. 51: [286, 862, 534, 877]
directory-entry: — Georg, Rentner, Ekhofstr. 22, H. 5: [286, 1534, 501, 1549]
directory-entry: — Karl, Arbtr., Angerstr. 9/11, H. A: [924, 1198, 1129, 1213]
directory-entry: — Willi, in gl. Fa. ½F Soltau & Wiebcke, Peterskampweg 40, ☒ 23: [606, 1621, 841, 1651]
next-page-line: — Ge: [1485, 746, 1518, 760]
directory-entry: — H., Korrektor, Eiffestr. 27, ☒ 35: [924, 1650, 1123, 1665]
directory-entry: — Heinr., Bahnarbtr., Marthastr. 7, ☒ 19: [924, 716, 1161, 731]
next-page-line: — G.: [1485, 766, 1514, 781]
directory-entry: — Otto, Verw.-Obersekr., Osterstr. 115: [924, 1402, 1148, 1417]
directory-entry: — Rich., Monteur, Framheinstr. 35, ☒ 22: [1244, 541, 1482, 556]
next-page-line: De: [1485, 172, 1502, 186]
directory-entry: — A., Hammerdeich 58a, H. 8, ☒ 35: [924, 775, 1135, 790]
directory-entry: — Wwe. E., Mesterkamp 51, ☒ 22: [286, 1183, 484, 1198]
directory-entry: — F., Maschinist, Danielstr. 21, H. 2, ☒ 1: [924, 600, 1163, 615]
directory-entry: ⊙ Karl Solymos, Hr. Königl. Hoflieferant, Import orientalischer Teppiche, BCto: C.-u. P.-B. u. Postscheck 4033, Bst. Pl. 2, T-Adr: Solymos, ☎ H 2 El 3418, Dammthorstr. 36/38, ☒ 36, Wohn: ☎ H 1 Ha 4925, Beneckestr. 22, ☒ 13, Siehe Abschn. III unter Teppiche (Großhdl.): [924, 1475, 1201, 1578]
directory-entry: — Wwe. Luise, BCto: Deutsche B., Dep.-Kasse Bergedorf, Mundsburgerdamm 61: [606, 804, 875, 834]
directory-entry: — Wilh., Schiffer, Sachsenstr. 26, H. 4: [606, 1505, 828, 1520]
directory-entry: — R., Bote, Peter Marquard-Str. 17: [606, 1052, 811, 1067]
directory-entry: — E., Artist, Hütten 64, ☒ 4: [1244, 1928, 1407, 1943]
directory-entry: ⊙ Solmitz & Co., Hr. Bankgeschäft, BCto: Nordd. B., Bst. Neubau Bk. 17a und b, T-Adr: Somicom, ☎ C 8 Ce 1991–1994, Raboisen 103, ☒ 1, Inh. Ernst Solmitz und Hugo Groth, beide Mitgl. e. E. K.: [286, 410, 569, 483]
directory-entry: — Alfr., Kaufm., PSch: 59450, ☎ El 3809, Jungfrauenthal 24, ☒ 37: [1244, 1125, 1451, 1155]
directory-entry: — Hugo, Feuerwehrm., v. Essenstr. 38: [606, 395, 830, 410]
column-divider: [919, 177, 920, 1880]
